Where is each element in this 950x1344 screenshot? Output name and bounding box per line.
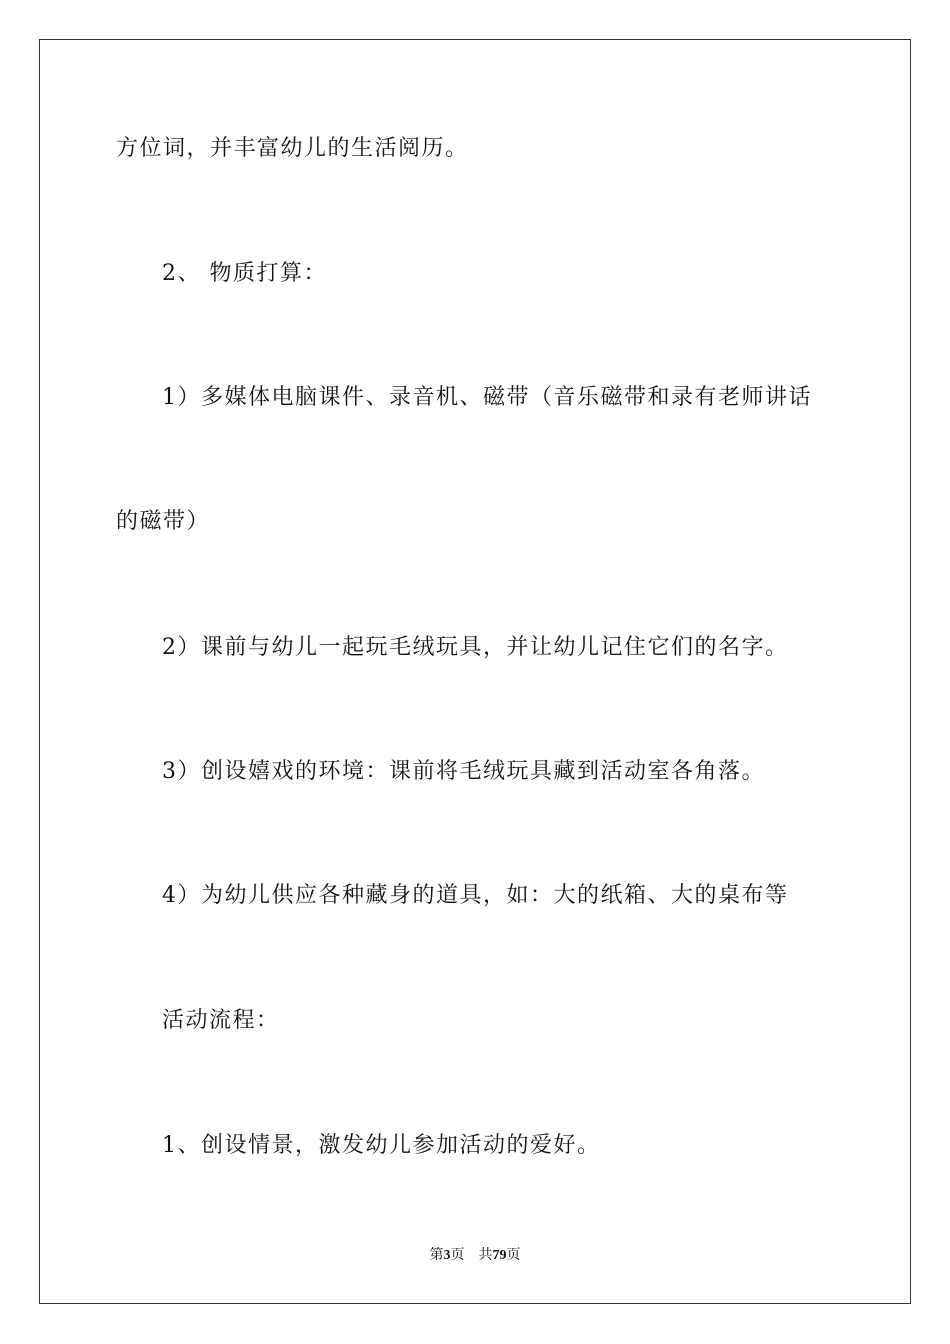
body-line-process-1: 1、创设情景，激发幼儿参加活动的爱好。	[162, 1133, 601, 1158]
footer-total-suffix: 页	[506, 1248, 521, 1263]
body-line-materials-4: 4）为幼儿供应各种藏身的道具，如：大的纸箱、大的桌布等	[162, 883, 789, 908]
section-heading-process: 活动流程：	[162, 1008, 280, 1033]
footer-page-suffix: 页	[450, 1248, 465, 1263]
body-line-materials-3: 3）创设嬉戏的环境：课前将毛绒玩具藏到活动室各角落。	[162, 759, 765, 784]
body-line-materials-1-cont: 的磁带）	[116, 509, 211, 534]
footer-total-pages: 79	[492, 1248, 507, 1263]
footer-page-number: 3	[443, 1248, 451, 1263]
body-line-materials-2: 2）课前与幼儿一起玩毛绒玩具，并让幼儿记住它们的名字。	[162, 635, 789, 660]
page-border	[39, 39, 911, 1304]
footer-page-prefix: 第	[429, 1248, 444, 1263]
page-footer	[0, 1246, 950, 1266]
body-line-1: 方位词，并丰富幼儿的生活阅历。	[116, 136, 469, 161]
body-line-materials-1: 1）多媒体电脑课件、录音机、磁带（音乐磁带和录有老师讲话	[162, 385, 812, 410]
footer-total-prefix: 共	[478, 1248, 493, 1263]
section-heading-materials: 2、 物质打算：	[162, 261, 327, 286]
